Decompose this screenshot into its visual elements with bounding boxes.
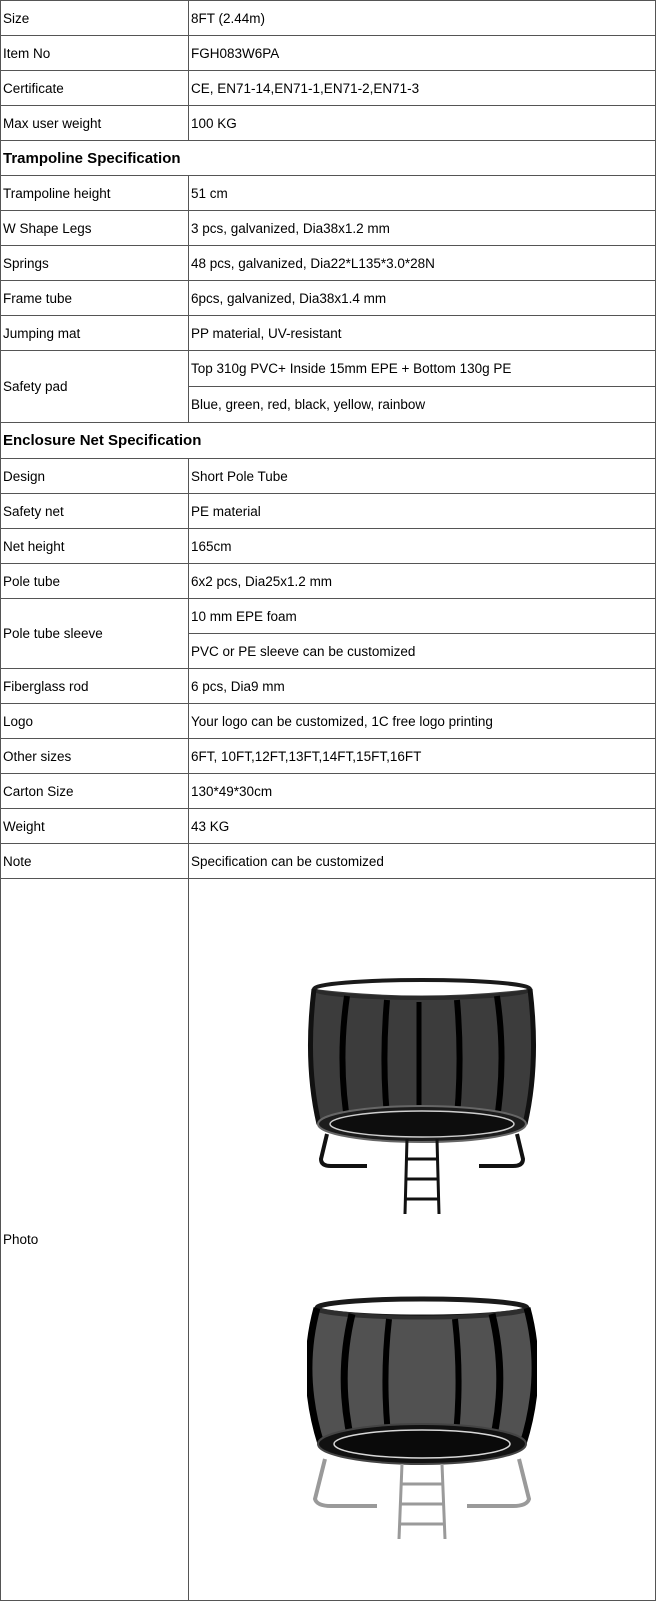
table-row	[1, 1, 656, 36]
row-label: W Shape Legs	[1, 211, 189, 246]
table-row	[1, 316, 656, 351]
row-value: 3 pcs, galvanized, Dia38x1.2 mm	[189, 211, 656, 246]
table-row	[1, 246, 656, 281]
row-value: 43 KG	[189, 809, 656, 844]
row-label: Other sizes	[1, 739, 189, 774]
section-title-enclosure: Enclosure Net Specification	[1, 423, 656, 459]
photo-gallery	[189, 879, 656, 1600]
table-row	[1, 459, 656, 494]
row-label: Certificate	[1, 71, 189, 106]
table-row	[1, 36, 656, 71]
table-row	[1, 704, 656, 739]
table-row	[1, 599, 656, 634]
row-label: Logo	[1, 704, 189, 739]
row-value: 130*49*30cm	[189, 774, 656, 809]
row-label: Fiberglass rod	[1, 669, 189, 704]
table-row	[1, 739, 656, 774]
table-row	[1, 809, 656, 844]
row-label: Carton Size	[1, 774, 189, 809]
table-row	[1, 351, 656, 387]
table-row	[1, 844, 656, 879]
row-value: 6x2 pcs, Dia25x1.2 mm	[189, 564, 656, 599]
row-value: Your logo can be customized, 1C free logo printing	[189, 704, 656, 739]
row-label: Safety pad	[1, 351, 189, 423]
row-value: Top 310g PVC+ Inside 15mm EPE + Bottom 130g PE	[189, 351, 656, 387]
row-label: Springs	[1, 246, 189, 281]
photo-row	[1, 879, 656, 1601]
row-value: 100 KG	[189, 106, 656, 141]
row-value: PE material	[189, 494, 656, 529]
row-label: Note	[1, 844, 189, 879]
row-label: Photo	[1, 879, 189, 1601]
trampoline-photo-2	[307, 1294, 537, 1544]
row-value: 165cm	[189, 529, 656, 564]
row-value: 10 mm EPE foam	[189, 599, 656, 634]
row-label: Safety net	[1, 494, 189, 529]
row-value: 8FT (2.44m)	[189, 1, 656, 36]
section-title-trampoline: Trampoline Specification	[1, 141, 656, 176]
row-value: CE, EN71-14,EN71-1,EN71-2,EN71-3	[189, 71, 656, 106]
row-value: 48 pcs, galvanized, Dia22*L135*3.0*28N	[189, 246, 656, 281]
row-value: Short Pole Tube	[189, 459, 656, 494]
table-row	[1, 211, 656, 246]
row-label: Item No	[1, 36, 189, 71]
row-label: Frame tube	[1, 281, 189, 316]
photo-cell	[189, 879, 656, 1601]
row-label: Size	[1, 1, 189, 36]
row-label: Weight	[1, 809, 189, 844]
row-value: PP material, UV-resistant	[189, 316, 656, 351]
row-value: 51 cm	[189, 176, 656, 211]
section-header-row	[1, 141, 656, 176]
table-row	[1, 564, 656, 599]
row-value: FGH083W6PA	[189, 36, 656, 71]
row-label: Jumping mat	[1, 316, 189, 351]
row-label: Design	[1, 459, 189, 494]
table-row	[1, 529, 656, 564]
row-label: Pole tube	[1, 564, 189, 599]
table-row	[1, 669, 656, 704]
row-value: 6FT, 10FT,12FT,13FT,14FT,15FT,16FT	[189, 739, 656, 774]
trampoline-photo-1	[307, 974, 537, 1219]
row-label: Net height	[1, 529, 189, 564]
table-row	[1, 494, 656, 529]
section-header-row	[1, 423, 656, 459]
table-row	[1, 106, 656, 141]
row-label: Pole tube sleeve	[1, 599, 189, 669]
table-row	[1, 71, 656, 106]
table-row	[1, 774, 656, 809]
row-value: 6pcs, galvanized, Dia38x1.4 mm	[189, 281, 656, 316]
row-value: Specification can be customized	[189, 844, 656, 879]
row-value: 6 pcs, Dia9 mm	[189, 669, 656, 704]
row-value: Blue, green, red, black, yellow, rainbow	[189, 387, 656, 423]
row-label: Max user weight	[1, 106, 189, 141]
row-value: PVC or PE sleeve can be customized	[189, 634, 656, 669]
row-label: Trampoline height	[1, 176, 189, 211]
table-row	[1, 176, 656, 211]
table-row	[1, 281, 656, 316]
